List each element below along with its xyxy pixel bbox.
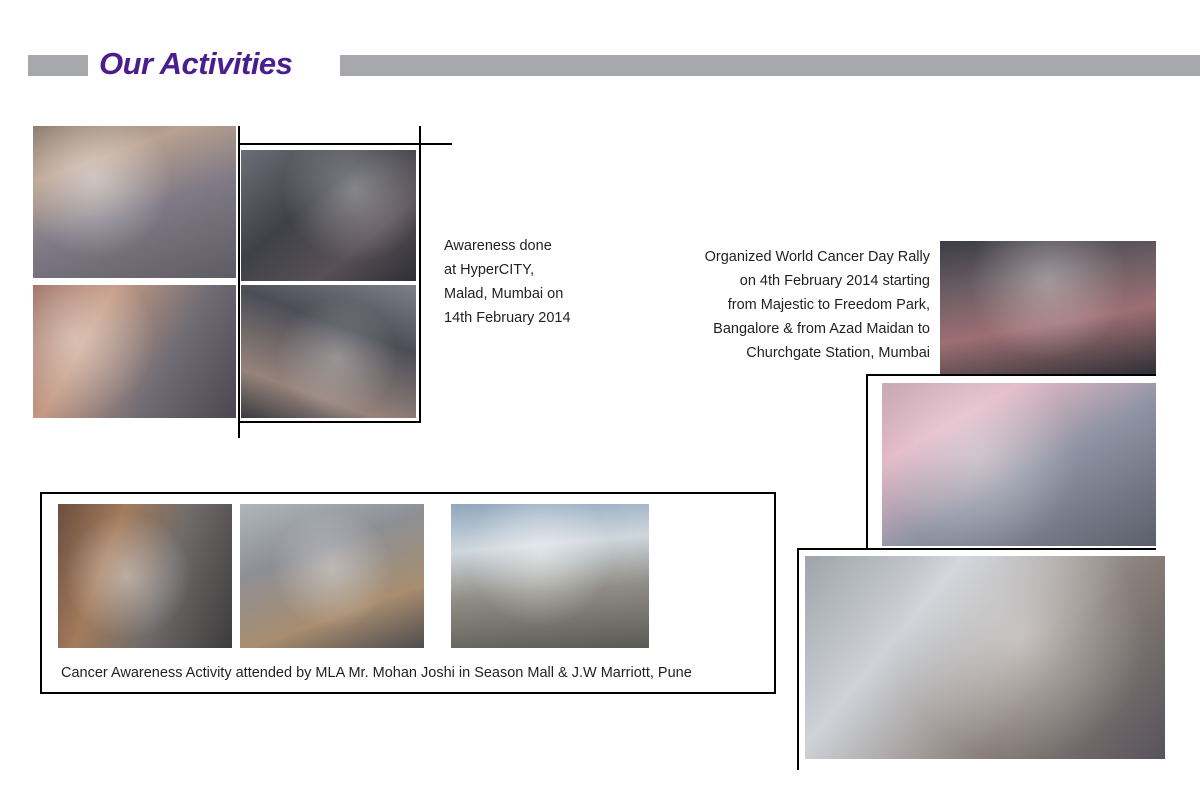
- caption-line: Malad, Mumbai on: [444, 286, 564, 302]
- caption-world-cancer-day: [660, 245, 930, 365]
- photo-rally-group-outdoor: [805, 556, 1165, 759]
- photo-image: [241, 285, 416, 418]
- photo-pune-counselling: [240, 504, 424, 648]
- divider-horizontal-hypercity-bottom: [238, 421, 421, 423]
- photo-image: [241, 150, 416, 281]
- photo-hypercity-heart-balloon: [33, 126, 236, 278]
- photo-image: [33, 285, 236, 418]
- header-bar-left-decoration: [28, 55, 88, 76]
- caption-line: 14th February 2014: [444, 310, 571, 326]
- page-title: Our Activities: [99, 46, 293, 81]
- divider-horizontal-pune-top: [40, 492, 776, 494]
- divider-vertical-pune-left: [40, 492, 42, 694]
- caption-line: at HyperCITY,: [444, 262, 534, 278]
- photo-pune-stall: [451, 504, 649, 648]
- caption-line: Bangalore & from Azad Maidan to: [713, 321, 930, 337]
- caption-hypercity: [444, 234, 644, 330]
- photo-image: [33, 126, 236, 278]
- photo-image: [58, 504, 232, 648]
- divider-vertical-rally-outer: [797, 548, 799, 770]
- divider-vertical-rally-left: [866, 374, 868, 550]
- photo-image: [451, 504, 649, 648]
- photo-image: [940, 241, 1156, 374]
- divider-horizontal-rally-top: [866, 374, 1156, 376]
- divider-horizontal-rally-bottom: [866, 548, 1156, 550]
- caption-line: from Majestic to Freedom Park,: [727, 297, 930, 313]
- photo-rally-balloons: [882, 383, 1156, 546]
- photo-image: [882, 383, 1156, 546]
- header-bar-right-decoration: [340, 55, 1200, 76]
- caption-line: on 4th February 2014 starting: [739, 273, 930, 289]
- caption-line: Churchgate Station, Mumbai: [746, 345, 930, 361]
- photo-hypercity-checkup: [241, 285, 416, 418]
- page-header: [0, 46, 1200, 86]
- caption-line: Awareness done: [444, 238, 552, 254]
- photo-rally-trophy: [940, 241, 1156, 374]
- photo-hypercity-group: [241, 150, 416, 281]
- photo-image: [240, 504, 424, 648]
- divider-horizontal-pune-bottom: [40, 692, 776, 694]
- divider-horizontal-rally-connector: [797, 548, 869, 550]
- divider-vertical-hypercity-outer: [419, 126, 421, 423]
- photo-pune-desk: [58, 504, 232, 648]
- caption-pune: Cancer Awareness Activity attended by MLA Mr. Mohan Joshi in Season Mall & J.W Marriott, Pune: [61, 665, 692, 681]
- divider-vertical-hypercity-inner: [238, 126, 240, 438]
- photo-hypercity-booth: [33, 285, 236, 418]
- caption-line: Organized World Cancer Day Rally: [704, 249, 930, 265]
- photo-image: [805, 556, 1165, 759]
